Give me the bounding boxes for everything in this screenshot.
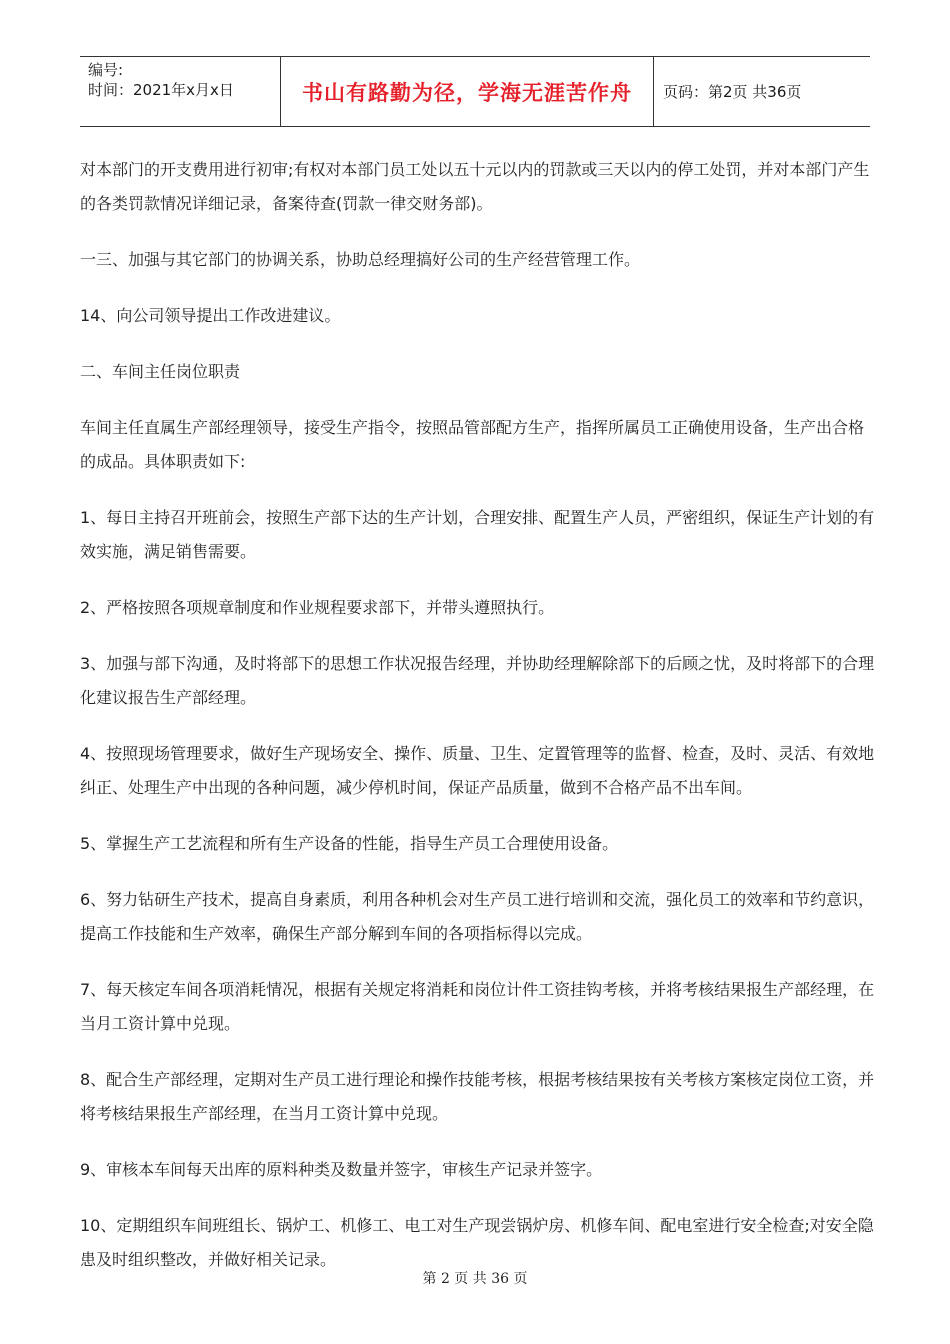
paragraph: 14、向公司领导提出工作改进建议。 [80,306,341,325]
section-heading: 二、车间主任岗位职责 [80,362,241,381]
document-number-label: 编号: [88,61,124,79]
header-page-info: 页码：第2页 共36页 [663,83,802,101]
list-item: 6、努力钻研生产技术，提高自身素质，利用各种机会对生产员工进行培训和交流，强化员工的效率和节约意识，提高工作技能和生产效率，确保生产部分解到车间的各项指标得以完成。 [80,890,875,943]
header-meta [80,57,280,126]
list-item: 10、定期组织车间班组长、锅炉工、机修工、电工对生产现尝锅炉房、机修车间、配电室进行安全检查;对安全隐患及时组织整改，并做好相关记录。 [80,1216,874,1269]
paragraph: 对本部门的开支费用进行初审;有权对本部门员工处以五十元以内的罚款或三天以内的停工处罚，并对本部门产生的各类罚款情况详细记录，备案待查(罚款一律交财务部)。 [80,160,870,213]
list-item: 8、配合生产部经理，定期对生产员工进行理论和操作技能考核，根据考核结果按有关考核方案核定岗位工资，并将考核结果报生产部经理，在当月工资计算中兑现。 [80,1070,875,1123]
document-date: 时间：2021年x月x日 [88,81,234,99]
paragraph: 车间主任直属生产部经理领导，接受生产指令，按照品管部配方生产，指挥所属员工正确使用设备，生产出合格的成品。具体职责如下: [80,418,865,471]
document-header [80,56,870,127]
list-item: 9、审核本车间每天出库的原料种类及数量并签字，审核生产记录并签字。 [80,1160,603,1179]
header-motto: 书山有路勤为径，学海无涯苦作舟 [280,57,654,126]
list-item: 4、按照现场管理要求，做好生产现场安全、操作、质量、卫生、定置管理等的监督、检查，及时、灵活、有效地纠正、处理生产中出现的各种问题，减少停机时间，保证产品质量，做到不合格产品不出车间。 [80,744,875,797]
paragraph: 一三、加强与其它部门的协调关系，协助总经理搞好公司的生产经营管理工作。 [80,250,641,269]
list-item: 2、严格按照各项规章制度和作业规程要求部下，并带头遵照执行。 [80,598,555,617]
list-item: 3、加强与部下沟通，及时将部下的思想工作状况报告经理，并协助经理解除部下的后顾之忧，及时将部下的合理化建议报告生产部经理。 [80,654,875,707]
page-footer: 第 2 页 共 36 页 [422,1271,528,1287]
list-item: 1、每日主持召开班前会，按照生产部下达的生产计划，合理安排、配置生产人员，严密组织，保证生产计划的有效实施，满足销售需要。 [80,508,875,561]
list-item: 5、掌握生产工艺流程和所有生产设备的性能，指导生产员工合理使用设备。 [80,834,619,853]
list-item: 7、每天核定车间各项消耗情况，根据有关规定将消耗和岗位计件工资挂钩考核，并将考核结果报生产部经理，在当月工资计算中兑现。 [80,980,875,1033]
document-body [80,153,875,1299]
